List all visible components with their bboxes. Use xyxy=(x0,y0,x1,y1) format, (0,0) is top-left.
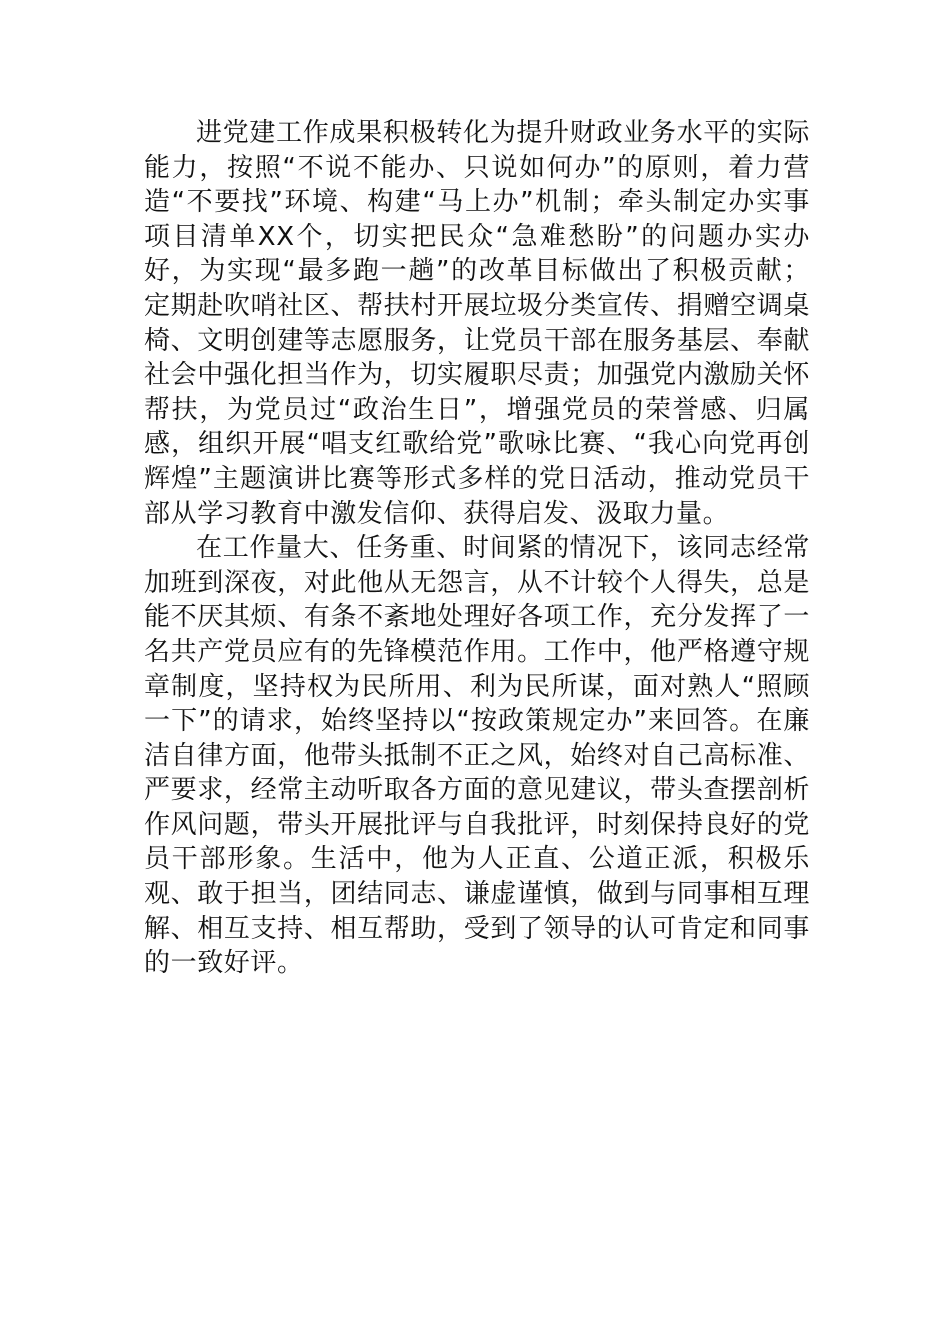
paragraph-1: 进党建工作成果积极转化为提升财政业务水平的实际能力，按照“不说不能办、只说如何办”的原则，着力营造“不要找”环境、构建“马上办”机制；牵头制定办实事项目清单XX个，切实把民众“急难愁盼”的问题办实办好，为实现“最多跑一趟”的改革目标做出了积极贡献；定期赴吹哨社区、帮扶村开展垃圾分类宣传、捐赠空调桌椅、文明创建等志愿服务，让党员干部在服务基层、奉献社会中强化担当作为，切实履职尽责；加强党内激励关怀帮扶，为党员过“政治生日”，增强党员的荣誉感、归属感，组织开展“唱支红歌给党”歌咏比赛、“我心向党再创辉煌”主题演讲比赛等形式多样的党日活动，推动党员干部从学习教育中激发信仰、获得启发、汲取力量。 xyxy=(144,118,810,529)
document-body xyxy=(144,116,810,981)
paragraph-2: 在工作量大、任务重、时间紧的情况下，该同志经常加班到深夜，对此他从无怨言，从不计较个人得失，总是能不厌其烦、有条不紊地处理好各项工作，充分发挥了一名共产党员应有的先锋模范作用。工作中，他严格遵守规章制度，坚持权为民所用、利为民所谋，面对熟人“照顾一下”的请求，始终坚持以“按政策规定办”来回答。在廉洁自律方面，他带头抵制不正之风，始终对自己高标准、严要求，经常主动听取各方面的意见建议，带头查摆剖析作风问题，带头开展批评与自我批评，时刻保持良好的党员干部形象。生活中，他为人正直、公道正派，积极乐观、敢于担当，团结同志、谦虚谨慎，做到与同事相互理解、相互支持、相互帮助，受到了领导的认可肯定和同事的一致好评。 xyxy=(144,533,810,979)
